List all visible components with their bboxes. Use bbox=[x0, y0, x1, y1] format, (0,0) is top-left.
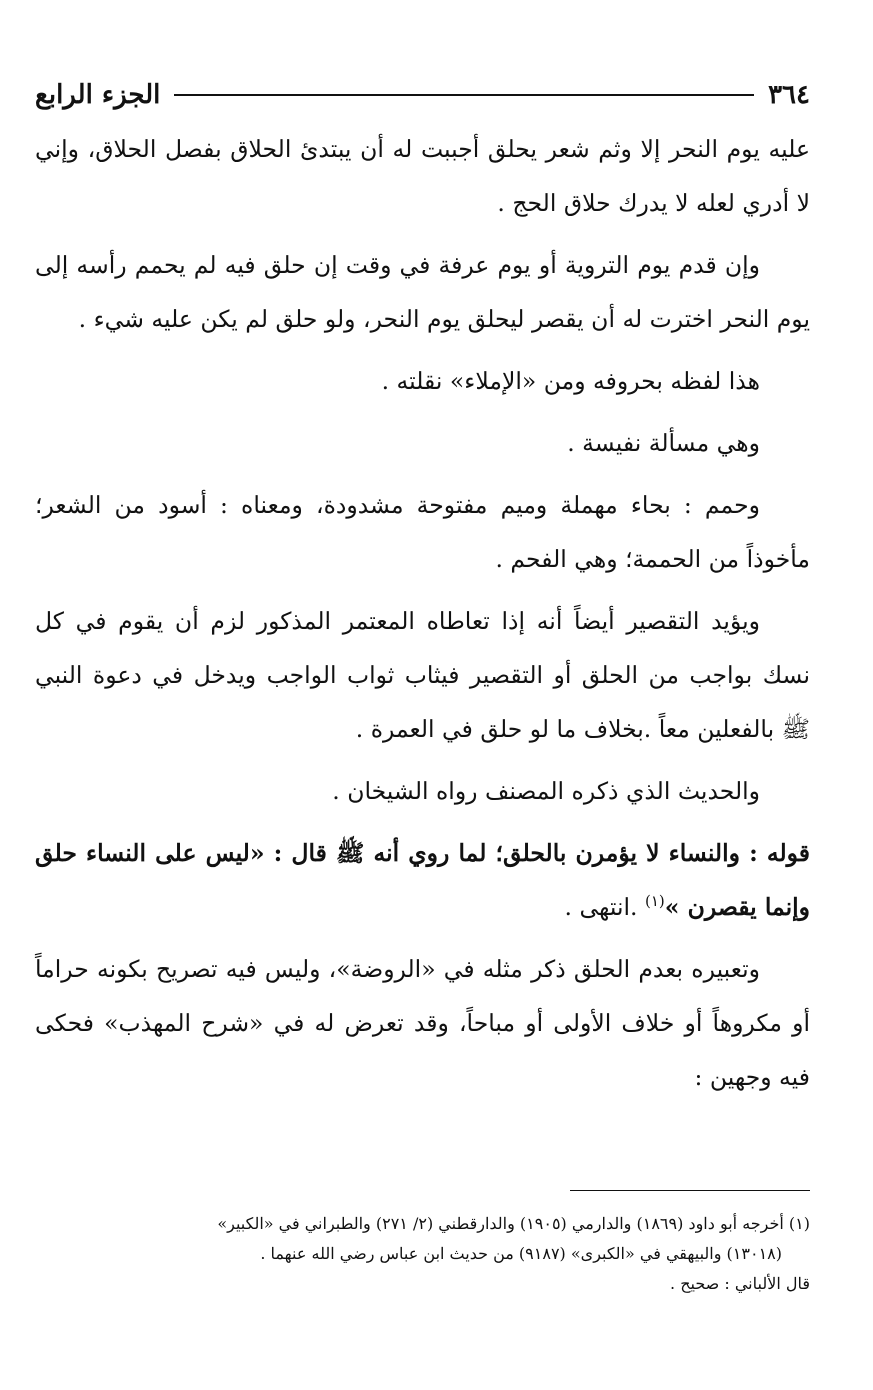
bold-paragraph bbox=[35, 826, 810, 934]
paragraph: وإن قدم يوم التروية أو يوم عرفة في وقت إن حلق فيه لم يحمم رأسه إلى يوم النحر اخترت له أن يقصر ليحلق يوم النحر، ولو حلق لم يكن عليه شيء . bbox=[35, 251, 810, 333]
header-rule bbox=[174, 94, 754, 96]
paragraph: والحديث الذي ذكره المصنف رواه الشيخان . bbox=[332, 777, 760, 805]
page-header bbox=[35, 70, 810, 120]
body-text bbox=[35, 122, 810, 1104]
page bbox=[35, 70, 810, 1112]
footnotes bbox=[35, 1190, 810, 1299]
paragraph: وهي مسألة نفيسة . bbox=[567, 429, 760, 457]
paragraph: ويؤيد التقصير أيضاً أنه إذا تعاطاه المعتمر المذكور لزم أن يقوم في كل نسك بواجب من الحلق أو التقصير فيثاب ثواب الواجب ويدخل في دعوة النبي ﷺ بالفعلين معاً .بخلاف ما لو حلق في العمرة . bbox=[35, 607, 810, 743]
paragraph: وتعبيره بعدم الحلق ذكر مثله في «الروضة»، وليس فيه تصريح بكونه حراماً أو مكروهاً أو خلاف الأولى أو مباحاً، وقد تعرض له في «شرح المهذب» فحكى فيه وجهين : bbox=[35, 955, 810, 1091]
footnote-line: (١٣٠١٨) والبيهقي في «الكبرى» (٩١٨٧) من حديث ابن عباس رضي الله عنهما . bbox=[260, 1244, 782, 1263]
paragraph: عليه يوم النحر إلا وثم شعر يحلق أجببت له أن يبتدئ الحلاق بفصل الحلاق، وإني لا أدري لعله لا يدرك حلاق الحج . bbox=[35, 135, 810, 217]
footnote-reference: (١) bbox=[644, 892, 665, 911]
footnote-rule bbox=[570, 1190, 810, 1191]
bold-paragraph-text: قوله : والنساء لا يؤمرن بالحلق؛ لما روي أنه ﷺ قال : «ليس على النساء حلق وإنما يقصرن » bbox=[35, 839, 810, 921]
paragraph: وحمم : بحاء مهملة وميم مفتوحة مشدودة، ومعناه : أسود من الشعر؛ مأخوذاً من الحممة؛ وهي الفحم . bbox=[35, 491, 810, 573]
section-title: الجزء الرابع bbox=[35, 80, 161, 110]
footnote-line: قال الألباني : صحيح . bbox=[670, 1274, 810, 1293]
footnote-line: (١) أخرجه أبو داود (١٨٦٩) والدارمي (١٩٠٥) والدارقطني (٢/ ٢٧١) والطبراني في «الكبير» bbox=[217, 1214, 810, 1233]
bold-paragraph-tail: .انتهى . bbox=[564, 893, 645, 921]
paragraph: هذا لفظه بحروفه ومن «الإملاء» نقلته . bbox=[381, 367, 760, 395]
page-number: ٣٦٤ bbox=[768, 80, 810, 110]
